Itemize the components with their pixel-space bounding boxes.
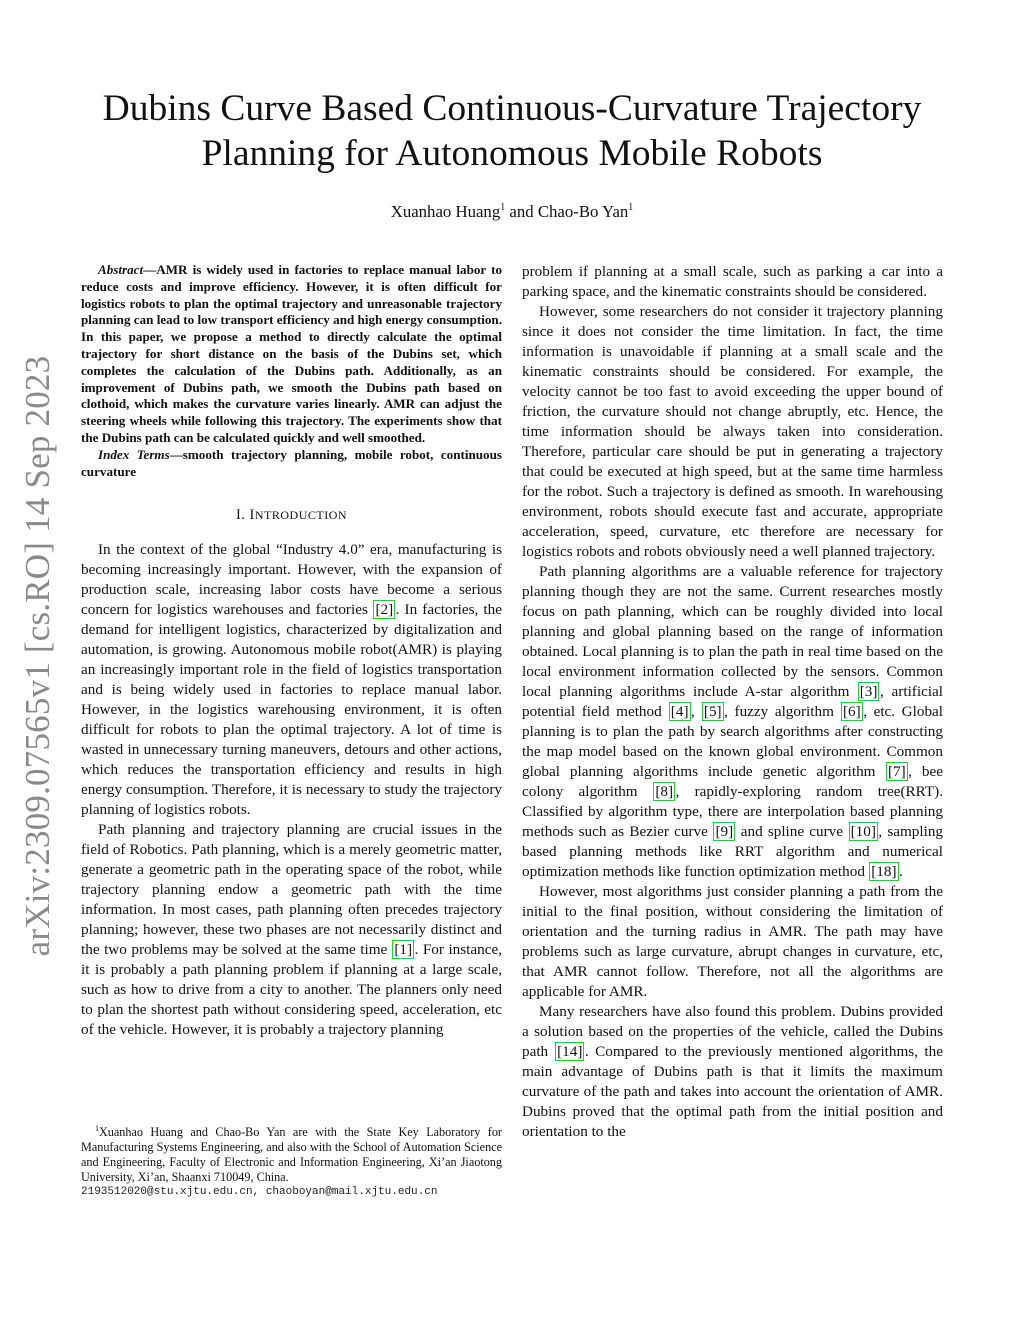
footnote-marker: 1 (95, 1124, 99, 1133)
paragraph-text: Path planning and trajectory planning are crucial issues in the field of Robotics. Path planning, which is a merely geometric matter, generate a geometric path in the operating space of the robot, while trajectory planning endow a geometric path with the time information. In most cases, path planning often precedes trajectory planning; however, these two phases are not necessarily distinct and the two problems may be solved at the same time (81, 821, 502, 959)
citation-link[interactable]: [9] (715, 823, 734, 840)
section-title-rest: NTRODUCTION (254, 508, 348, 523)
section-title-initial: I (249, 507, 255, 524)
paragraph-text: Many researchers have also found this problem. Dubins provided a solution based on the properties of the vehicle, called the Dubins path (522, 1003, 943, 1060)
citation-link[interactable]: [10] (850, 823, 876, 840)
paragraph-text: and spline curve (735, 823, 849, 840)
index-terms-label: Index Terms (98, 446, 170, 462)
right-paragraph-1: problem if planning at a small scale, such as parking a car into a parking space, and the kinematic constraints should be considered. (522, 263, 943, 300)
citation-link[interactable]: [14] (557, 1043, 583, 1060)
paragraph-text: . For instance, it is probably a path planning problem if planning at a large scale, such as how to drive from a city to another. The planners only need to plan the shortest path without considering speed, acceleration, etc of the vehicle. However, it is probably a trajectory planning (81, 941, 503, 1039)
paragraph-text: , rapidly-exploring random tree(RRT). Classified by algorithm type, there are interpolation based planning methods such as Bezier curve (522, 783, 943, 840)
citation-link[interactable]: [1] (394, 941, 413, 959)
citation-link[interactable]: [6] (842, 703, 861, 720)
author-conjunction: and (505, 202, 538, 221)
citation-link[interactable]: [5] (703, 703, 722, 720)
index-terms-text: —smooth trajectory planning, mobile robot, continuous curvature (81, 446, 502, 479)
right-paragraph-5 (522, 1002, 943, 1142)
citation-link[interactable]: [7] (887, 763, 906, 780)
paragraph-text: , (691, 703, 702, 720)
paragraph-text: , sampling based planning methods like RRT algorithm and numerical optimization methods like function optimization method (522, 823, 944, 880)
section-heading-introduction (81, 505, 502, 525)
citation-link[interactable]: [2] (375, 601, 394, 619)
abstract (81, 262, 502, 447)
footnote-text: Xuanhao Huang and Chao-Bo Yan are with the State Key Laboratory for Manufacturing Systems Engineering, and also with the School of Automation Science and Engineering, Faculty of Electronic and Information Engineering, Xi’an Jiaotong University, Xi’an, Shaanxi 710049, China. (81, 1125, 502, 1184)
paragraph-text: , etc. Global planning is to plan the path by search algorithms after constructing the map model based on the known global environment. Common global planning algorithms include genetic algorithm (522, 703, 943, 780)
paragraph-text: , bee colony algorithm (522, 763, 943, 800)
right-column (522, 262, 943, 1142)
section-number: I. (235, 507, 250, 524)
author-name: Xuanhao Huang (390, 202, 501, 221)
abstract-text: —AMR is widely used in factories to replace manual labor to reduce costs and improve efficiency. However, it is often difficult for logistics robots to plan the optimal trajectory and unreasonable trajectory planning can lead to low transport efficiency and high energy consumption. In this paper, we propose a method to directly calculate the optimal trajectory for short distance on the basis of the Dubins set, which completes the calculation of the Dubins path. Additionally, as an improvement of Dubins path, we smooth the Dubins path based on clothoid, which makes the curvature varies linearly. AMR can adjust the steering wheels while following this trajectory. The experiments show that the Dubins path can be calculated quickly and well smoothed. (81, 262, 502, 445)
author-emails[interactable]: 2193512020@stu.xjtu.edu.cn, chaoboyan@mail.xjtu.edu.cn (81, 1186, 438, 1198)
paragraph-text: In the context of the global “Industry 4.0” era, manufacturing is becoming increasingly important. However, with the expansion of production scale, increasing labor costs have become a serious concern for logistics warehouses and factories (81, 541, 502, 619)
right-paragraph-4: However, most algorithms just consider planning a path from the initial to the final position, without considering the limitation of orientation and the turning radius in AMR. The path may have problems such as large curvature, abrupt changes in curvature, etc, that AMR cannot follow. Therefore, not all the algorithms are applicable for AMR. (522, 883, 943, 1000)
paragraph-text: . (899, 863, 903, 880)
affiliation-marker: 1 (628, 202, 634, 213)
footnote (81, 1125, 502, 1200)
intro-paragraph-2 (81, 820, 502, 1040)
author-name: Chao-Bo Yan (537, 202, 629, 221)
right-paragraph-3 (522, 562, 943, 882)
arxiv-watermark: arXiv:2309.07565v1 [cs.RO] 14 Sep 2023 (18, 355, 57, 957)
left-column (81, 262, 502, 1040)
affiliation-marker: 1 (500, 202, 506, 213)
paragraph-text: , fuzzy algorithm (724, 703, 841, 720)
right-paragraph-2: However, some researchers do not consider it trajectory planning since it does not consider the time limitation. In fact, the time information is unavoidable if planning at a small scale and the kinematic constraints should be considered. For example, the velocity cannot be too fast to avoid exceeding the upper bound of friction, the curvature should not change abruptly, etc. Hence, the time information should be always taken into consideration. Therefore, particular care should be put in generating a trajectory that could be executed at high speed, but at the same time harmless for the robot. Such a trajectory is defined as smooth. In warehousing environment, robots should execute fast and accurate, appropriate acceleration, speed, curvature, etc therefore are necessary for logistics robots and robots obviously need a well planned trajectory. (522, 303, 943, 560)
paragraph-text: . Compared to the previously mentioned algorithms, the main advantage of Dubins path is that it limits the maximum curvature of the path and takes into account the orientation of AMR. Dubins proved that the optimal path from the initial position and orientation to the (522, 1043, 943, 1140)
intro-paragraph-1 (81, 540, 502, 820)
citation-link[interactable]: [18] (871, 863, 897, 880)
paper-title: Dubins Curve Based Continuous-Curvature Trajectory Planning for Autonomous Mobile Robots (102, 88, 922, 174)
citation-link[interactable]: [3] (859, 683, 878, 700)
abstract-label: Abstract (98, 262, 144, 277)
citation-link[interactable]: [8] (655, 783, 674, 800)
paragraph-text: Path planning algorithms are a valuable reference for trajectory planning though they are not the same. Current researches mostly focus on path planning, which can be roughly divided into local planning and global planning based on the range of information obtained. Local planning is to plan the path in real time based on the local environment information collected by the sensors. Common local planning algorithms include A-star algorithm (522, 563, 943, 700)
paragraph-text: . In factories, the demand for intelligent logistics, characterized by digitalization and automation, is growing. Autonomous mobile robot(AMR) is playing an increasingly important role in the field of logistics transportation and is being widely used in factories to replace manual labor. However, in the logistics warehousing environment, it is often difficult for robots to plan the optimal trajectory. A lot of time is wasted in unnecessary turning maneuvers, detours and other actions, which reduces the transportation efficiency and results in high energy consumption. Therefore, it is necessary to study the trajectory planning of logistics robots. (81, 601, 502, 819)
citation-link[interactable]: [4] (670, 703, 689, 720)
index-terms (81, 447, 502, 481)
paragraph-text: , artificial potential field method (522, 683, 943, 720)
author-line (60, 201, 964, 223)
